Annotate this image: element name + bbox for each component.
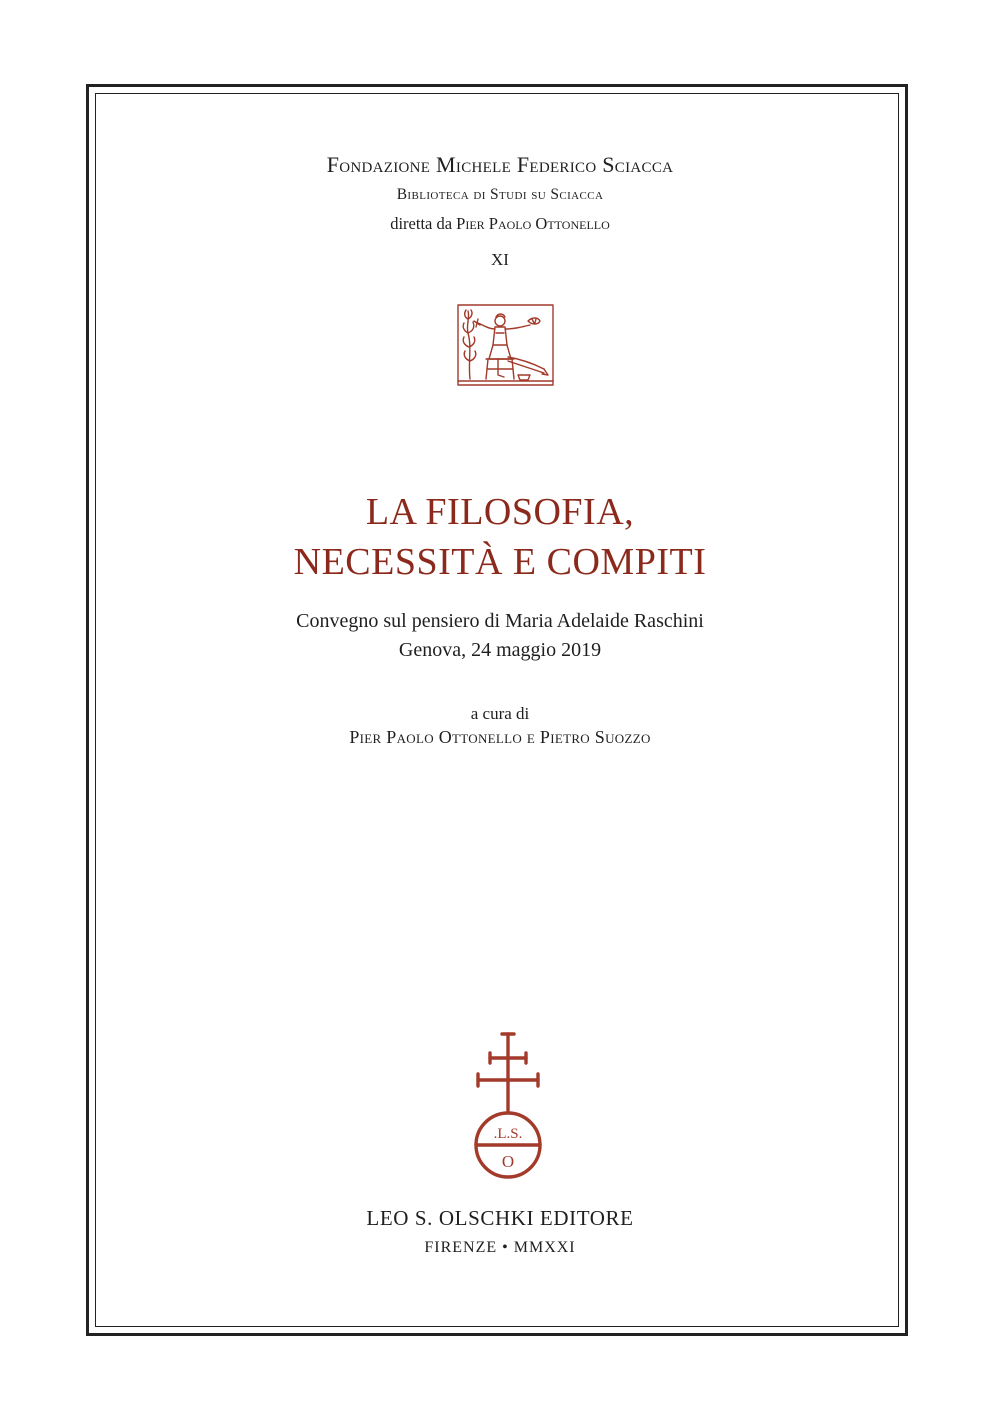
director-name: Pier Paolo Ottonello (456, 214, 610, 233)
subtitle-line-2: Genova, 24 maggio 2019 (398, 639, 602, 661)
director-prefix: diretta da (390, 214, 453, 233)
book-title-line-2: NECESSITÀ E COMPITI (293, 541, 707, 583)
volume-number: XI (491, 250, 509, 269)
publisher-city-year: FIRENZE • MMXXI (424, 1239, 576, 1256)
editors-names: Pier Paolo Ottonello e Pietro Suozzo (349, 727, 651, 747)
woodcut-vignette-image (456, 303, 555, 387)
editors-label: a cura di (470, 704, 530, 723)
foundation-name: Fondazione Michele Federico Sciacca (326, 152, 674, 177)
subtitle-line-1: Convegno sul pensiero di Maria Adelaide Raschini (296, 610, 704, 632)
book-title-line-1: LA FILOSOFIA, (365, 491, 635, 533)
series-director (0, 214, 1000, 234)
publisher-name: LEO S. OLSCHKI EDITORE (366, 1206, 634, 1230)
series-name: Biblioteca di Studi su Sciacca (396, 186, 604, 203)
publisher-emblem-icon (468, 1030, 548, 1190)
emblem-letters-top: .L.S. (493, 1126, 523, 1142)
emblem-letter-bottom: O (501, 1152, 515, 1171)
